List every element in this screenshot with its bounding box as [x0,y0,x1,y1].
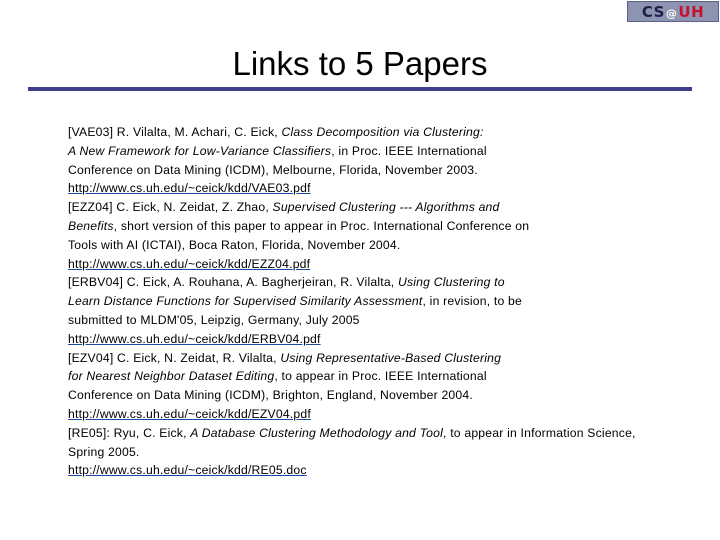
citation-title: Using Clustering to [397,275,505,290]
paper-link-ezz04[interactable]: http://www.cs.uh.edu/~ceick/kdd/EZZ04.pdf [68,256,311,271]
citation-authors: [RE05]: Ryu, C. Eick, [68,425,191,440]
reference-line [68,161,708,180]
reference-line [68,330,708,349]
citation-authors: [EZV04] C. Eick, N. Zeidat, R. Vilalta, [68,350,281,365]
reference-line [68,179,708,198]
reference-erbv04 [68,273,708,348]
reference-re05 [68,424,708,480]
logo-at: @ [665,6,678,20]
citation-title: Benefits [68,218,114,233]
citation-venue: submitted to MLDM'05, Leipzig, Germany, July 2005 [68,312,360,327]
reference-line [68,461,708,480]
reference-line [68,123,708,142]
reference-line [68,424,708,443]
citation-venue: Conference on Data Mining (ICDM), Melbourne, Florida, November 2003. [68,162,478,177]
citation-venue: , in revision, to be [422,294,523,309]
reference-list [68,123,708,480]
paper-link-ezv04[interactable]: http://www.cs.uh.edu/~ceick/kdd/EZV04.pdf [68,406,311,421]
reference-line [68,142,708,161]
reference-line [68,405,708,424]
cs-uh-logo [627,1,719,22]
logo-text [642,3,704,21]
citation-title: for Nearest Neighbor Dataset Editing [68,369,275,384]
reference-line [68,217,708,236]
citation-title: Learn Distance Functions for Supervised Similarity Assessment [68,294,423,309]
citation-authors: [VAE03] R. Vilalta, M. Achari, C. Eick, [68,125,282,139]
logo-cs: CS [641,2,665,21]
citation-title: A Database Clustering Methodology and Tool [190,425,444,440]
citation-venue: Spring 2005. [68,444,140,459]
reference-ezv04 [68,349,708,424]
reference-line [68,273,708,292]
reference-line [68,443,708,462]
citation-title: Class Decomposition via Clustering: [281,125,484,139]
reference-line [68,236,708,255]
title-divider [28,87,692,91]
reference-ezz04 [68,198,708,273]
reference-line [68,255,708,274]
citation-title: Supervised Clustering --- Algorithms and [272,200,500,215]
citation-authors: [ERBV04] C. Eick, A. Rouhana, A. Bagherjeiran, R. Vilalta, [68,275,398,290]
paper-link-vae03[interactable]: http://www.cs.uh.edu/~ceick/kdd/VAE03.pdf [68,181,311,196]
citation-venue: Conference on Data Mining (ICDM), Brighton, England, November 2004. [68,388,473,403]
reference-line [68,349,708,368]
paper-link-re05[interactable]: http://www.cs.uh.edu/~ceick/kdd/RE05.doc [68,463,307,478]
citation-venue: Tools with AI (ICTAI), Boca Raton, Florida, November 2004. [68,237,401,252]
citation-title: Using Representative-Based Clustering [280,350,502,365]
reference-line [68,292,708,311]
reference-line [68,367,708,386]
citation-venue: , in Proc. IEEE International [331,143,487,158]
paper-link-erbv04[interactable]: http://www.cs.uh.edu/~ceick/kdd/ERBV04.pdf [68,331,321,346]
citation-title: A New Framework for Low-Variance Classifiers [68,143,332,158]
citation-authors: [EZZ04] C. Eick, N. Zeidat, Z. Zhao, [68,200,273,215]
reference-vae03 [68,123,708,198]
reference-line [68,311,708,330]
citation-venue: , short version of this paper to appear in Proc. International Conference on [113,218,530,233]
reference-line [68,386,708,405]
reference-line [68,198,708,217]
logo-uh: UH [678,2,705,21]
citation-venue: , to appear in Proc. IEEE International [274,369,487,384]
citation-venue: , to appear in Information Science, [443,425,636,440]
page-title: Links to 5 Papers [232,45,488,82]
